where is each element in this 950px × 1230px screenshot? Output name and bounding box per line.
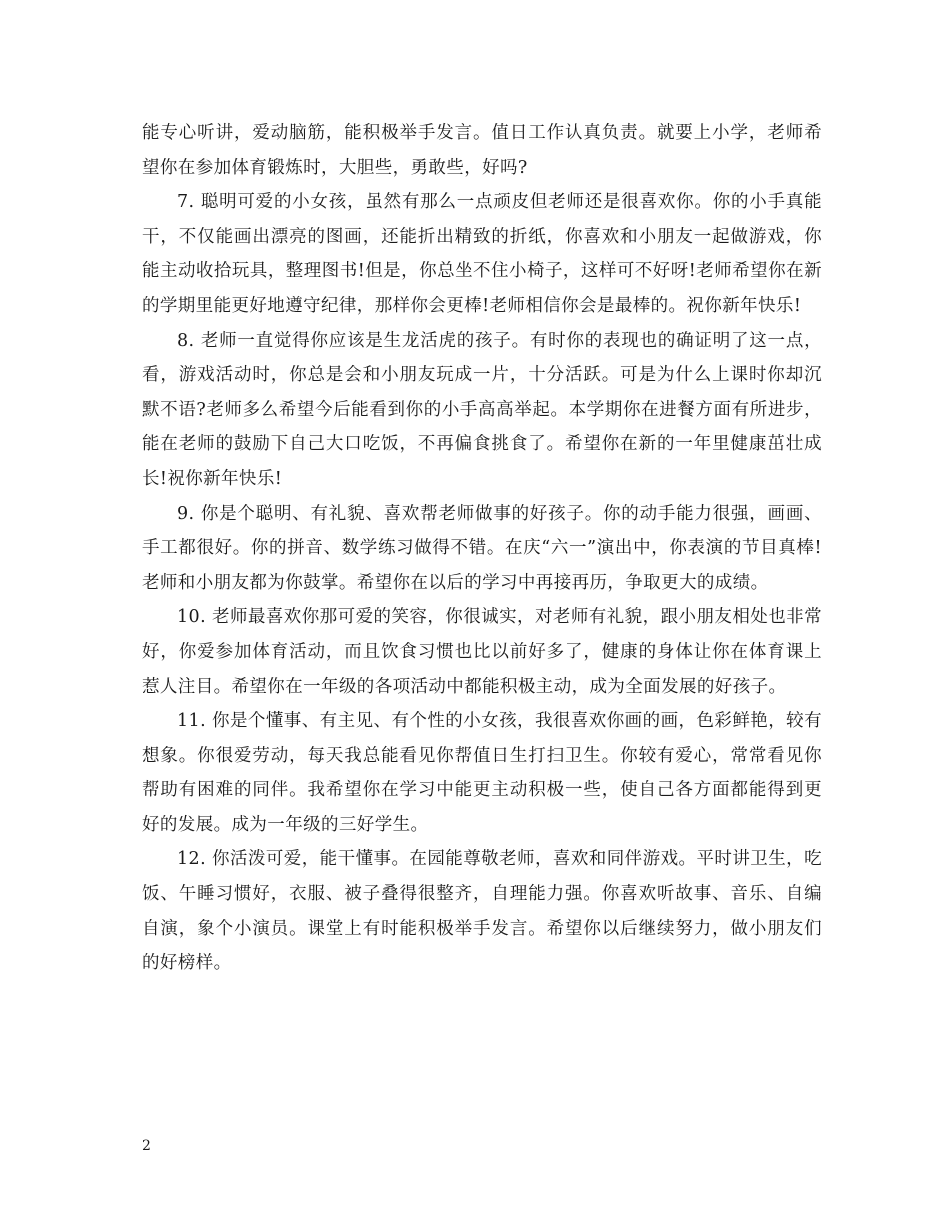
paragraph-item-12: 12. 你活泼可爱，能干懂事。在园能尊敬老师，喜欢和同伴游戏。平时讲卫生，吃饭、午睡习惯好，衣服、被子叠得很整齐，自理能力强。你喜欢听故事、音乐、自编自演，象个小演员。课堂上有时能积极举手发言。希望你以后继续努力，做小朋友们的好榜样。 <box>142 849 822 974</box>
paragraph-item-7: 7. 聪明可爱的小女孩，虽然有那么一点顽皮但老师还是很喜欢你。你的小手真能干，不仅能画出漂亮的图画，还能折出精致的折纸，你喜欢和小朋友一起做游戏，你能主动收拾玩具，整理图书!但是，你总坐不住小椅子，这样可不好呀!老师希望你在新的学期里能更好地遵守纪律，那样你会更棒!老师相信你会是最棒的。祝你新年快乐! <box>142 192 822 316</box>
paragraph-item-8: 8. 老师一直觉得你应该是生龙活虎的孩子。有时你的表现也的确证明了这一点，看，游戏活动时，你总是会和小朋友玩成一片，十分活跃。可是为什么上课时你却沉默不语?老师多么希望今后能看到你的小手高高举起。本学期你在进餐方面有所进步，能在老师的鼓励下自己大口吃饭，不再偏食挑食了。希望你在新的一年里健康茁壮成长!祝你新年快乐! <box>142 330 822 489</box>
paragraph-item-11: 11. 你是个懂事、有主见、有个性的小女孩，我很喜欢你画的画，色彩鲜艳，较有想象。你很爱劳动，每天我总能看见你帮值日生打扫卫生。你较有爱心，常常看见你帮助有困难的同伴。我希望你在学习中能更主动积极一些，使自己各方面都能得到更好的发展。成为一年级的三好学生。 <box>142 711 822 835</box>
paragraph-item-9: 9. 你是个聪明、有礼貌、喜欢帮老师做事的好孩子。你的动手能力很强，画画、手工都很好。你的拼音、数学练习做得不错。在庆“六一”演出中，你表演的节目真棒!老师和小朋友都为你鼓掌。希望你在以后的学习中再接再历，争取更大的成绩。 <box>142 503 822 593</box>
document-body <box>142 116 822 981</box>
paragraph-item-10: 10. 老师最喜欢你那可爱的笑容，你很诚实，对老师有礼貌，跟小朋友相处也非常好，你爱参加体育活动，而且饮食习惯也比以前好多了，健康的身体让你在体育课上惹人注目。希望你在一年级的各项活动中都能积极主动，成为全面发展的好孩子。 <box>142 607 822 697</box>
paragraph-continuation: 能专心听讲，爱动脑筋，能积极举手发言。值日工作认真负责。就要上小学，老师希望你在参加体育锻炼时，大胆些，勇敢些，好吗? <box>142 123 822 178</box>
page-number: 2 <box>142 1138 151 1154</box>
